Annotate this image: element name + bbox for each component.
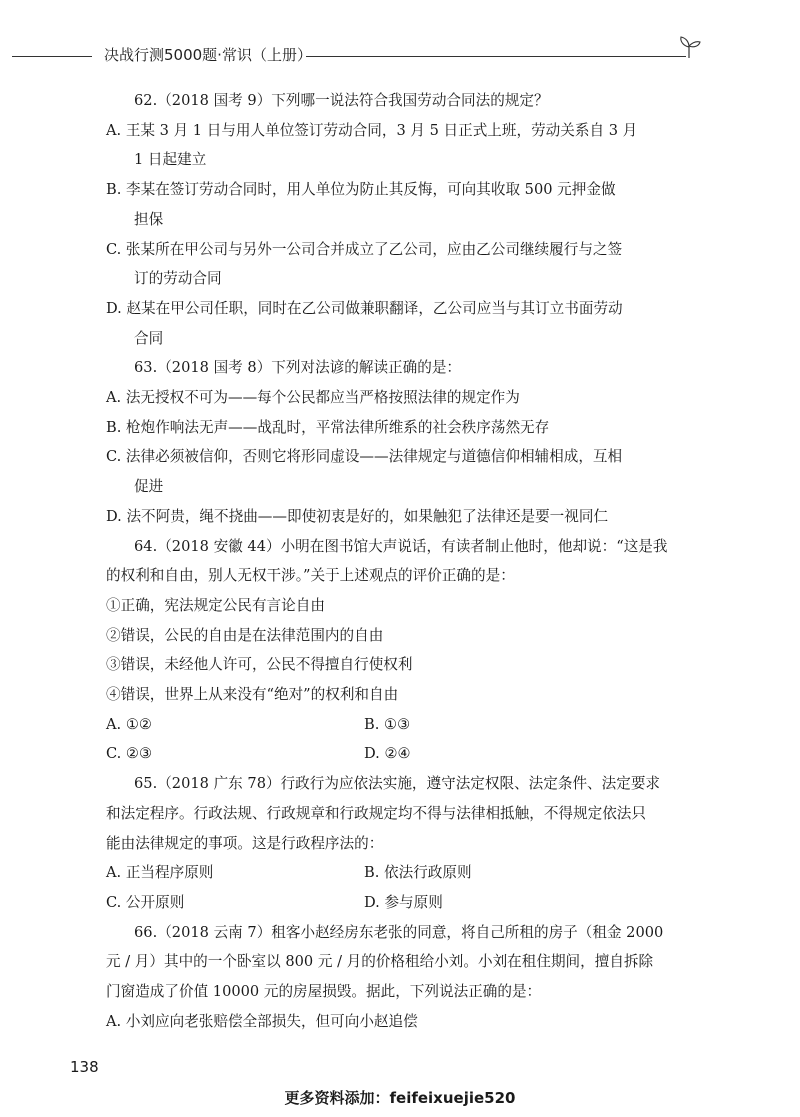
answer-option-line: 1 日起建立: [134, 151, 207, 169]
answer-option: B. 依法行政原则: [364, 864, 472, 882]
answer-option-line: B. 枪炮作响法无声——战乱时，平常法律所维系的社会秩序荡然无存: [106, 418, 550, 436]
question-block: [106, 353, 706, 531]
footer-contact-note: 更多资料添加：feifeixuejie520: [284, 1089, 516, 1107]
page-number: 138: [70, 1058, 99, 1076]
answer-option-line: 合同: [134, 329, 164, 347]
answer-option: A. ①②: [106, 715, 152, 733]
answer-option-line: C. 法律必须被信仰，否则它将形同虚设——法律规定与道德信仰相辅相成，互相: [106, 448, 623, 466]
question-block: [106, 769, 706, 918]
book-title: 决战行测5000题·常识（上册）: [104, 46, 312, 64]
question-list: [106, 86, 706, 1037]
answer-option: C. 公开原则: [106, 893, 185, 911]
answer-option-line: 担保: [134, 210, 164, 228]
question-stem-line: 和法定程序。行政法规、行政规章和行政规定均不得与法律相抵触，不得规定依法只: [106, 804, 646, 822]
statement-line: ③错误，未经他人许可，公民不得擅自行使权利: [106, 656, 413, 674]
answer-option-line: A. 王某 3 月 1 日与用人单位签订劳动合同，3 月 5 日正式上班，劳动关系自 3 月: [106, 121, 638, 139]
question-stem-line: 能由法律规定的事项。这是行政程序法的：: [106, 834, 384, 852]
answer-option-row: [106, 739, 706, 769]
question-block: [106, 86, 706, 353]
question-block: [106, 918, 706, 1037]
question-stem-line: 62.（2018 国考 9）下列哪一说法符合我国劳动合同法的规定？: [134, 92, 549, 109]
question-stem-line: 的权利和自由，别人无权干涉。”关于上述观点的评价正确的是：: [106, 567, 515, 585]
answer-option-row: [106, 710, 706, 740]
answer-option: D. ②④: [364, 745, 411, 763]
question-stem-line: 66.（2018 云南 7）租客小赵经房东老张的同意，将自己所租的房子（租金 2000: [134, 923, 664, 941]
question-stem-line: 64.（2018 安徽 44）小明在图书馆大声说话，有读者制止他时，他却说：“这是我: [134, 537, 668, 555]
answer-option: A. 正当程序原则: [106, 864, 214, 882]
answer-option-line: D. 赵某在甲公司任职，同时在乙公司做兼职翻译，乙公司应当与其订立书面劳动: [106, 299, 623, 317]
answer-option-line: A. 小刘应向老张赔偿全部损失，但可向小赵追偿: [106, 1012, 418, 1030]
statement-line: ①正确，宪法规定公民有言论自由: [106, 596, 325, 614]
answer-option-line: B. 李某在签订劳动合同时，用人单位为防止其反悔，可向其收取 500 元押金做: [106, 181, 616, 199]
header-rule-right: [306, 56, 686, 57]
statement-line: ④错误，世界上从来没有“绝对”的权利和自由: [106, 686, 399, 704]
question-stem-line: 门窗造成了价值 10000 元的房屋损毁。据此，下列说法正确的是：: [106, 983, 542, 1001]
question-stem-line: 65.（2018 广东 78）行政行为应依法实施，遵守法定权限、法定条件、法定要求: [134, 775, 661, 793]
answer-option-line: 促进: [134, 478, 164, 496]
sprout-icon: [676, 34, 702, 60]
answer-option: D. 参与原则: [364, 893, 443, 911]
answer-option-line: A. 法无授权不可为——每个公民都应当严格按照法律的规定作为: [106, 389, 520, 407]
answer-option-row: [106, 888, 706, 918]
question-block: [106, 532, 706, 770]
answer-option-line: 订的劳动合同: [134, 270, 222, 288]
header-rule-left: [12, 56, 92, 57]
running-header: [0, 40, 800, 70]
statement-line: ②错误，公民的自由是在法律范围内的自由: [106, 626, 384, 644]
answer-option-line: C. 张某所在甲公司与另外一公司合并成立了乙公司，应由乙公司继续履行与之签: [106, 240, 623, 258]
question-stem-line: 元 / 月）其中的一个卧室以 800 元 / 月的价格租给小刘。小刘在租住期间，擅自拆除: [106, 953, 654, 971]
answer-option-row: [106, 858, 706, 888]
answer-option: C. ②③: [106, 745, 153, 763]
question-stem-line: 63.（2018 国考 8）下列对法谚的解读正确的是：: [134, 359, 462, 377]
answer-option: B. ①③: [364, 715, 411, 733]
answer-option-line: D. 法不阿贵，绳不挠曲——即使初衷是好的，如果触犯了法律还是要一视同仁: [106, 507, 609, 525]
